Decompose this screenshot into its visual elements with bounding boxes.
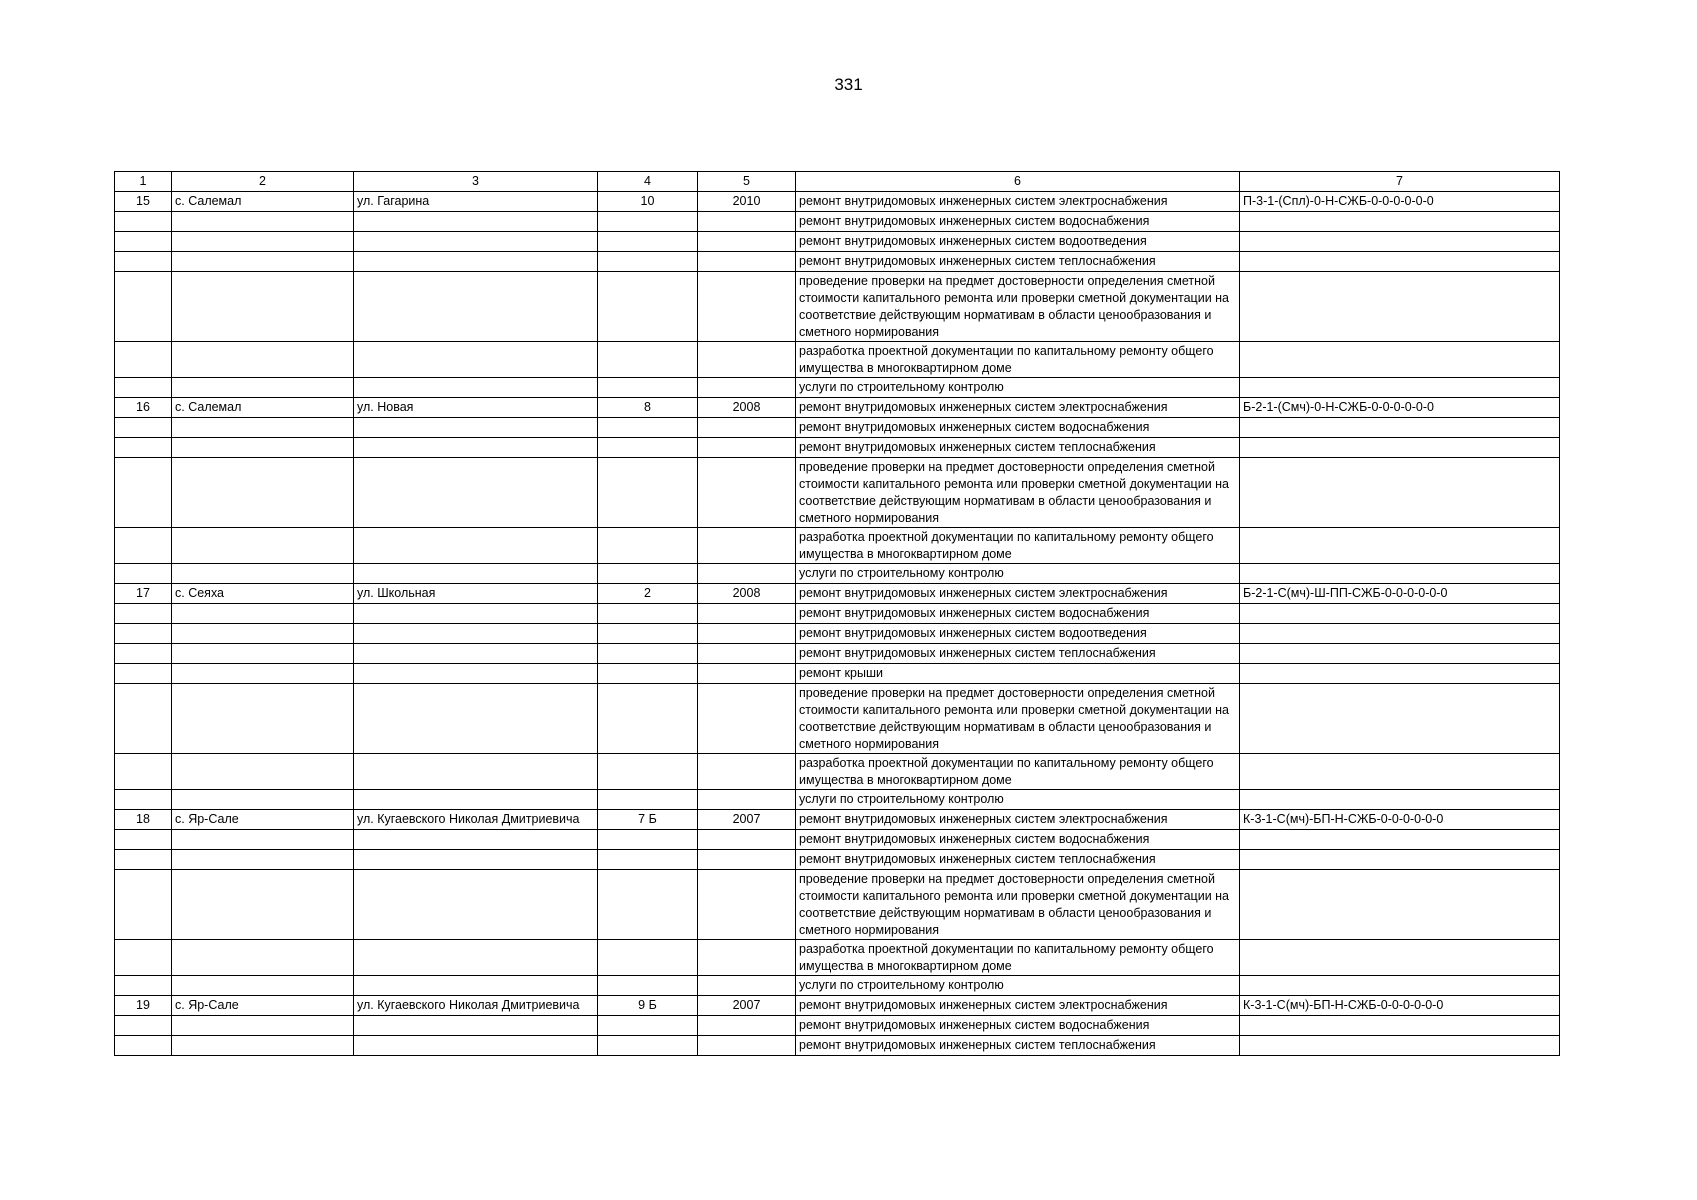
cell-building-code: [1240, 830, 1560, 850]
cell-street: [354, 976, 598, 996]
cell-house: [598, 232, 698, 252]
cell-house: [598, 940, 698, 976]
table-row: [115, 418, 1560, 438]
cell-year: 2008: [698, 398, 796, 418]
cell-work-type: ремонт внутридомовых инженерных систем теплоснабжения: [796, 1036, 1240, 1056]
cell-street: [354, 850, 598, 870]
cell-house: [598, 1016, 698, 1036]
cell-settlement: [172, 528, 354, 564]
cell-street: [354, 232, 598, 252]
cell-number: [115, 940, 172, 976]
table-row: [115, 272, 1560, 342]
cell-work-type: ремонт внутридомовых инженерных систем водоотведения: [796, 624, 1240, 644]
cell-building-code: [1240, 342, 1560, 378]
cell-settlement: [172, 850, 354, 870]
cell-settlement: [172, 976, 354, 996]
header-row: [115, 172, 1560, 192]
table-row: [115, 870, 1560, 940]
cell-number: [115, 342, 172, 378]
cell-year: 2007: [698, 810, 796, 830]
cell-building-code: [1240, 272, 1560, 342]
cell-street: [354, 252, 598, 272]
cell-street: ул. Школьная: [354, 584, 598, 604]
cell-building-code: [1240, 754, 1560, 790]
table-row: [115, 1036, 1560, 1056]
cell-number: [115, 830, 172, 850]
cell-work-type: ремонт внутридомовых инженерных систем водоснабжения: [796, 212, 1240, 232]
table-row: [115, 252, 1560, 272]
cell-settlement: [172, 232, 354, 252]
cell-settlement: [172, 624, 354, 644]
table-body: [115, 192, 1560, 1056]
cell-house: [598, 976, 698, 996]
table-row: [115, 604, 1560, 624]
cell-year: [698, 564, 796, 584]
cell-number: [115, 232, 172, 252]
cell-year: [698, 754, 796, 790]
cell-settlement: [172, 438, 354, 458]
cell-street: [354, 342, 598, 378]
table-row: [115, 584, 1560, 604]
cell-house: [598, 342, 698, 378]
cell-house: [598, 252, 698, 272]
cell-street: [354, 830, 598, 850]
cell-building-code: [1240, 528, 1560, 564]
table-row: [115, 458, 1560, 528]
cell-settlement: с. Сеяха: [172, 584, 354, 604]
cell-building-code: [1240, 378, 1560, 398]
cell-number: 17: [115, 584, 172, 604]
cell-settlement: [172, 418, 354, 438]
cell-street: [354, 438, 598, 458]
cell-number: 19: [115, 996, 172, 1016]
cell-house: 7 Б: [598, 810, 698, 830]
cell-house: [598, 684, 698, 754]
cell-year: 2010: [698, 192, 796, 212]
cell-work-type: ремонт внутридомовых инженерных систем водоотведения: [796, 232, 1240, 252]
cell-building-code: [1240, 850, 1560, 870]
cell-house: [598, 830, 698, 850]
cell-year: [698, 232, 796, 252]
cell-number: [115, 850, 172, 870]
cell-settlement: [172, 564, 354, 584]
cell-house: [598, 604, 698, 624]
cell-year: [698, 528, 796, 564]
cell-house: [598, 438, 698, 458]
cell-street: [354, 644, 598, 664]
cell-settlement: [172, 378, 354, 398]
cell-settlement: [172, 342, 354, 378]
cell-building-code: [1240, 624, 1560, 644]
cell-year: [698, 624, 796, 644]
cell-building-code: [1240, 1036, 1560, 1056]
cell-work-type: ремонт крыши: [796, 664, 1240, 684]
cell-year: [698, 342, 796, 378]
cell-number: [115, 212, 172, 232]
cell-house: [598, 790, 698, 810]
table-row: [115, 996, 1560, 1016]
table-row: [115, 232, 1560, 252]
cell-street: [354, 378, 598, 398]
cell-work-type: разработка проектной документации по капитальному ремонту общего имущества в многоквартирном доме: [796, 940, 1240, 976]
cell-building-code: [1240, 252, 1560, 272]
cell-number: [115, 644, 172, 664]
cell-building-code: П-3-1-(Спл)-0-Н-СЖБ-0-0-0-0-0-0: [1240, 192, 1560, 212]
cell-number: [115, 564, 172, 584]
cell-year: [698, 1016, 796, 1036]
cell-settlement: [172, 272, 354, 342]
cell-year: [698, 870, 796, 940]
cell-work-type: услуги по строительному контролю: [796, 378, 1240, 398]
cell-street: [354, 664, 598, 684]
cell-street: [354, 790, 598, 810]
cell-building-code: [1240, 870, 1560, 940]
cell-year: [698, 850, 796, 870]
table-row: [115, 564, 1560, 584]
cell-street: [354, 1016, 598, 1036]
cell-street: [354, 754, 598, 790]
cell-house: [598, 272, 698, 342]
cell-number: [115, 1016, 172, 1036]
cell-number: [115, 754, 172, 790]
cell-building-code: [1240, 604, 1560, 624]
cell-settlement: [172, 458, 354, 528]
cell-work-type: проведение проверки на предмет достоверности определения сметной стоимости капитального ремонта или проверки сметной документации на соответствие действующим нормативам в области ценообразования и сметного нормирования: [796, 684, 1240, 754]
cell-number: [115, 664, 172, 684]
cell-street: [354, 212, 598, 232]
cell-settlement: [172, 644, 354, 664]
cell-number: 15: [115, 192, 172, 212]
cell-settlement: с. Салемал: [172, 192, 354, 212]
cell-settlement: [172, 790, 354, 810]
cell-year: [698, 378, 796, 398]
cell-house: 9 Б: [598, 996, 698, 1016]
cell-settlement: [172, 830, 354, 850]
cell-house: 2: [598, 584, 698, 604]
cell-building-code: [1240, 564, 1560, 584]
cell-house: [598, 644, 698, 664]
cell-building-code: [1240, 1016, 1560, 1036]
cell-settlement: с. Яр-Сале: [172, 996, 354, 1016]
column-header: 1: [115, 172, 172, 192]
cell-year: [698, 604, 796, 624]
cell-work-type: разработка проектной документации по капитальному ремонту общего имущества в многоквартирном доме: [796, 342, 1240, 378]
cell-building-code: Б-2-1-С(мч)-Ш-ПП-СЖБ-0-0-0-0-0-0: [1240, 584, 1560, 604]
cell-number: [115, 790, 172, 810]
cell-street: [354, 624, 598, 644]
cell-building-code: К-3-1-С(мч)-БП-Н-СЖБ-0-0-0-0-0-0: [1240, 810, 1560, 830]
cell-street: [354, 1036, 598, 1056]
cell-number: [115, 976, 172, 996]
cell-year: [698, 458, 796, 528]
table-row: [115, 1016, 1560, 1036]
cell-year: [698, 1036, 796, 1056]
cell-street: [354, 418, 598, 438]
cell-street: [354, 870, 598, 940]
cell-year: [698, 212, 796, 232]
cell-settlement: [172, 754, 354, 790]
table-row: [115, 528, 1560, 564]
cell-number: [115, 1036, 172, 1056]
cell-building-code: [1240, 644, 1560, 664]
cell-work-type: ремонт внутридомовых инженерных систем водоснабжения: [796, 418, 1240, 438]
cell-work-type: разработка проектной документации по капитальному ремонту общего имущества в многоквартирном доме: [796, 528, 1240, 564]
cell-year: 2008: [698, 584, 796, 604]
cell-number: [115, 458, 172, 528]
cell-year: [698, 418, 796, 438]
cell-work-type: проведение проверки на предмет достоверности определения сметной стоимости капитального ремонта или проверки сметной документации на соответствие действующим нормативам в области ценообразования и сметного нормирования: [796, 272, 1240, 342]
cell-work-type: ремонт внутридомовых инженерных систем теплоснабжения: [796, 644, 1240, 664]
cell-year: 2007: [698, 996, 796, 1016]
cell-year: [698, 644, 796, 664]
cell-building-code: [1240, 664, 1560, 684]
column-header: 7: [1240, 172, 1560, 192]
cell-settlement: [172, 684, 354, 754]
cell-house: [598, 212, 698, 232]
cell-number: [115, 252, 172, 272]
cell-building-code: [1240, 232, 1560, 252]
cell-house: [598, 664, 698, 684]
cell-building-code: [1240, 212, 1560, 232]
cell-number: [115, 418, 172, 438]
cell-building-code: К-3-1-С(мч)-БП-Н-СЖБ-0-0-0-0-0-0: [1240, 996, 1560, 1016]
column-header: 3: [354, 172, 598, 192]
cell-number: [115, 272, 172, 342]
cell-year: [698, 976, 796, 996]
table-row: [115, 850, 1560, 870]
cell-house: [598, 418, 698, 438]
cell-house: [598, 624, 698, 644]
cell-house: [598, 850, 698, 870]
table-row: [115, 644, 1560, 664]
cell-work-type: услуги по строительному контролю: [796, 976, 1240, 996]
cell-street: [354, 940, 598, 976]
cell-work-type: ремонт внутридомовых инженерных систем теплоснабжения: [796, 438, 1240, 458]
cell-number: 18: [115, 810, 172, 830]
cell-street: ул. Новая: [354, 398, 598, 418]
cell-work-type: ремонт внутридомовых инженерных систем электроснабжения: [796, 584, 1240, 604]
cell-building-code: [1240, 684, 1560, 754]
table-row: [115, 342, 1560, 378]
cell-house: 8: [598, 398, 698, 418]
cell-year: [698, 438, 796, 458]
cell-work-type: ремонт внутридомовых инженерных систем электроснабжения: [796, 398, 1240, 418]
cell-work-type: проведение проверки на предмет достоверности определения сметной стоимости капитального ремонта или проверки сметной документации на соответствие действующим нормативам в области ценообразования и сметного нормирования: [796, 458, 1240, 528]
cell-house: [598, 754, 698, 790]
cell-building-code: [1240, 790, 1560, 810]
capital-repair-table: [114, 171, 1560, 1056]
cell-street: ул. Гагарина: [354, 192, 598, 212]
cell-work-type: разработка проектной документации по капитальному ремонту общего имущества в многоквартирном доме: [796, 754, 1240, 790]
cell-number: 16: [115, 398, 172, 418]
cell-house: 10: [598, 192, 698, 212]
table-row: [115, 378, 1560, 398]
cell-settlement: [172, 1036, 354, 1056]
cell-house: [598, 528, 698, 564]
cell-house: [598, 564, 698, 584]
cell-street: [354, 528, 598, 564]
cell-work-type: ремонт внутридомовых инженерных систем электроснабжения: [796, 810, 1240, 830]
cell-work-type: проведение проверки на предмет достоверности определения сметной стоимости капитального ремонта или проверки сметной документации на соответствие действующим нормативам в области ценообразования и сметного нормирования: [796, 870, 1240, 940]
cell-year: [698, 940, 796, 976]
cell-street: ул. Кугаевского Николая Дмитриевича: [354, 810, 598, 830]
table-row: [115, 940, 1560, 976]
cell-settlement: [172, 604, 354, 624]
table-row: [115, 398, 1560, 418]
cell-house: [598, 1036, 698, 1056]
cell-year: [698, 830, 796, 850]
table-row: [115, 212, 1560, 232]
table-row: [115, 684, 1560, 754]
cell-work-type: ремонт внутридомовых инженерных систем теплоснабжения: [796, 850, 1240, 870]
cell-street: [354, 604, 598, 624]
cell-settlement: [172, 870, 354, 940]
cell-year: [698, 252, 796, 272]
cell-house: [598, 870, 698, 940]
table-row: [115, 810, 1560, 830]
cell-work-type: ремонт внутридомовых инженерных систем водоснабжения: [796, 604, 1240, 624]
cell-work-type: ремонт внутридомовых инженерных систем электроснабжения: [796, 192, 1240, 212]
cell-number: [115, 604, 172, 624]
cell-building-code: [1240, 976, 1560, 996]
cell-building-code: [1240, 438, 1560, 458]
column-header: 2: [172, 172, 354, 192]
table-row: [115, 624, 1560, 644]
cell-street: [354, 684, 598, 754]
cell-settlement: с. Салемал: [172, 398, 354, 418]
cell-work-type: ремонт внутридомовых инженерных систем водоснабжения: [796, 1016, 1240, 1036]
cell-number: [115, 438, 172, 458]
table-row: [115, 438, 1560, 458]
cell-number: [115, 870, 172, 940]
cell-work-type: услуги по строительному контролю: [796, 790, 1240, 810]
cell-work-type: ремонт внутридомовых инженерных систем электроснабжения: [796, 996, 1240, 1016]
cell-street: [354, 272, 598, 342]
cell-work-type: ремонт внутридомовых инженерных систем теплоснабжения: [796, 252, 1240, 272]
cell-settlement: [172, 940, 354, 976]
column-header: 4: [598, 172, 698, 192]
cell-building-code: [1240, 940, 1560, 976]
table-row: [115, 830, 1560, 850]
cell-number: [115, 684, 172, 754]
table-row: [115, 754, 1560, 790]
cell-settlement: [172, 212, 354, 232]
page-number: 331: [834, 75, 863, 94]
table-row: [115, 664, 1560, 684]
cell-street: [354, 564, 598, 584]
cell-street: [354, 458, 598, 528]
table-row: [115, 192, 1560, 212]
cell-settlement: [172, 252, 354, 272]
cell-building-code: [1240, 418, 1560, 438]
table-row: [115, 790, 1560, 810]
cell-street: ул. Кугаевского Николая Дмитриевича: [354, 996, 598, 1016]
cell-number: [115, 624, 172, 644]
cell-number: [115, 528, 172, 564]
cell-house: [598, 458, 698, 528]
column-header: 6: [796, 172, 1240, 192]
cell-work-type: ремонт внутридомовых инженерных систем водоснабжения: [796, 830, 1240, 850]
cell-building-code: Б-2-1-(Смч)-0-Н-СЖБ-0-0-0-0-0-0: [1240, 398, 1560, 418]
cell-settlement: [172, 664, 354, 684]
cell-work-type: услуги по строительному контролю: [796, 564, 1240, 584]
cell-year: [698, 684, 796, 754]
column-header: 5: [698, 172, 796, 192]
cell-building-code: [1240, 458, 1560, 528]
cell-house: [598, 378, 698, 398]
cell-year: [698, 664, 796, 684]
table-row: [115, 976, 1560, 996]
cell-year: [698, 272, 796, 342]
cell-number: [115, 378, 172, 398]
cell-year: [698, 790, 796, 810]
cell-settlement: с. Яр-Сале: [172, 810, 354, 830]
cell-settlement: [172, 1016, 354, 1036]
